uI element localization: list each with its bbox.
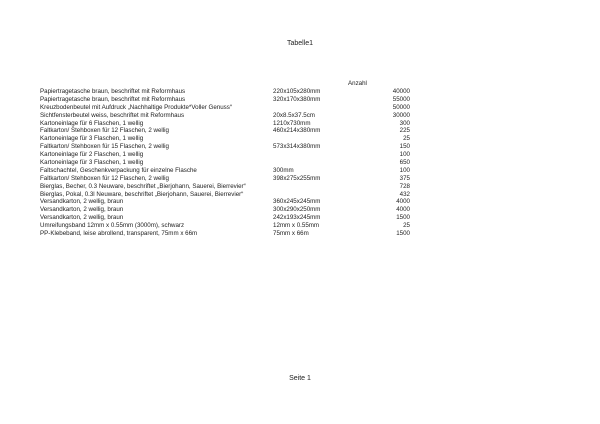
item-dimensions: 220x105x280mm — [273, 88, 321, 95]
table-row — [40, 159, 410, 167]
item-description: Faltkarton/ Stehboxen für 15 Flaschen, 2 wellig — [40, 143, 169, 151]
data-table — [40, 80, 410, 238]
table-row — [40, 88, 410, 96]
item-quantity: 55000 — [392, 95, 410, 103]
item-quantity: 225 — [399, 127, 410, 135]
item-description: Sichtfensterbeutel weiss, beschriftet mit Reformhaus — [40, 111, 185, 119]
item-dimensions: 300mm — [273, 166, 294, 174]
quantity-header: Anzahl — [348, 80, 367, 87]
item-quantity: 650 — [399, 159, 410, 167]
item-quantity: 50000 — [392, 103, 410, 111]
item-dimensions: 1210x730mm — [273, 119, 311, 127]
table-row — [40, 112, 410, 120]
table-row — [40, 183, 410, 191]
table-body — [40, 88, 410, 238]
item-description: Versandkarton, 2 wellig, braun — [40, 214, 124, 222]
table-row — [40, 127, 410, 135]
item-description: Faltkarton/ Stehboxen für 12 Flaschen, 2 wellig — [40, 174, 169, 182]
page-footer: Seite 1 — [289, 375, 311, 382]
item-quantity: 100 — [399, 151, 410, 159]
item-quantity: 4000 — [396, 198, 410, 206]
item-quantity: 25 — [403, 135, 410, 143]
item-quantity: 150 — [399, 143, 410, 151]
item-dimensions: 300x290x250mm — [273, 206, 321, 214]
table-header — [40, 80, 410, 88]
item-dimensions: 573x314x380mm — [273, 143, 321, 151]
item-dimensions: 460x214x380mm — [273, 127, 321, 135]
table-row — [40, 206, 410, 214]
item-dimensions: 398x275x255mm — [273, 174, 321, 182]
table-row — [40, 135, 410, 143]
item-quantity: 40000 — [392, 88, 410, 95]
item-quantity: 30000 — [392, 111, 410, 119]
table-row — [40, 175, 410, 183]
table-row — [40, 214, 410, 222]
item-quantity: 300 — [399, 119, 410, 127]
item-description: Versandkarton, 2 wellig, braun — [40, 198, 124, 206]
item-quantity: 1500 — [396, 230, 410, 238]
item-quantity: 100 — [399, 166, 410, 174]
item-dimensions: 320x170x380mm — [273, 95, 321, 103]
item-description: Kartoneinlage für 6 Flaschen, 1 wellig — [40, 119, 144, 127]
table-row — [40, 167, 410, 175]
item-quantity: 375 — [399, 174, 410, 182]
item-description: Umreifungsband 12mm x 0.55mm (3000m), schwarz — [40, 222, 185, 230]
table-row — [40, 120, 410, 128]
table-row — [40, 198, 410, 206]
item-dimensions: 20x8.5x37.5cm — [273, 111, 315, 119]
item-description: Papiertragetasche braun, beschriftet mit Reformhaus — [40, 88, 186, 95]
item-description: Kreuzbodenbeutel mit Aufdruck „Nachhaltige Produkte*Voller Genuss“ — [40, 103, 232, 111]
table-row — [40, 230, 410, 238]
table-row — [40, 151, 410, 159]
item-description: Faltkarton/ Stehboxen für 12 Flaschen, 2 wellig — [40, 127, 169, 135]
table-row — [40, 143, 410, 151]
item-quantity: 25 — [403, 222, 410, 230]
table-row — [40, 96, 410, 104]
item-description: Versandkarton, 2 wellig, braun — [40, 206, 124, 214]
item-description: Kartoneinlage für 3 Flaschen, 1 wellig — [40, 135, 144, 143]
item-quantity: 1500 — [396, 214, 410, 222]
item-description: Bierglas, Pokal, 0.3l Neuware, beschriftet „Bierjohann, Sauerei, Bierrevier“ — [40, 190, 244, 198]
item-dimensions: 360x245x245mm — [273, 198, 321, 206]
item-quantity: 432 — [399, 190, 410, 198]
item-description: Kartoneinlage für 3 Flaschen, 1 wellig — [40, 159, 144, 167]
table-row — [40, 222, 410, 230]
item-dimensions: 242x193x245mm — [273, 214, 321, 222]
table-row — [40, 104, 410, 112]
page-title: Tabelle1 — [286, 40, 314, 47]
table-row — [40, 191, 410, 199]
item-quantity: 728 — [399, 182, 410, 190]
item-description: Kartoneinlage für 2 Flaschen, 1 wellig — [40, 151, 144, 159]
item-description: Papiertragetasche braun, beschriftet mit Reformhaus — [40, 95, 186, 103]
item-dimensions: 12mm x 0.55mm — [273, 222, 320, 230]
item-dimensions: 75mm x 66m — [273, 230, 309, 238]
item-description: PP-Klebeband, leise abrollend, transparent, 75mm x 66m — [40, 230, 198, 238]
item-description: Faltschachtel, Geschenkverpackung für einzelne Flasche — [40, 166, 197, 174]
item-quantity: 4000 — [396, 206, 410, 214]
item-description: Bierglas, Becher, 0.3 Neuware, beschriftet „Bierjohann, Sauerei, Bierrevier“ — [40, 182, 246, 190]
